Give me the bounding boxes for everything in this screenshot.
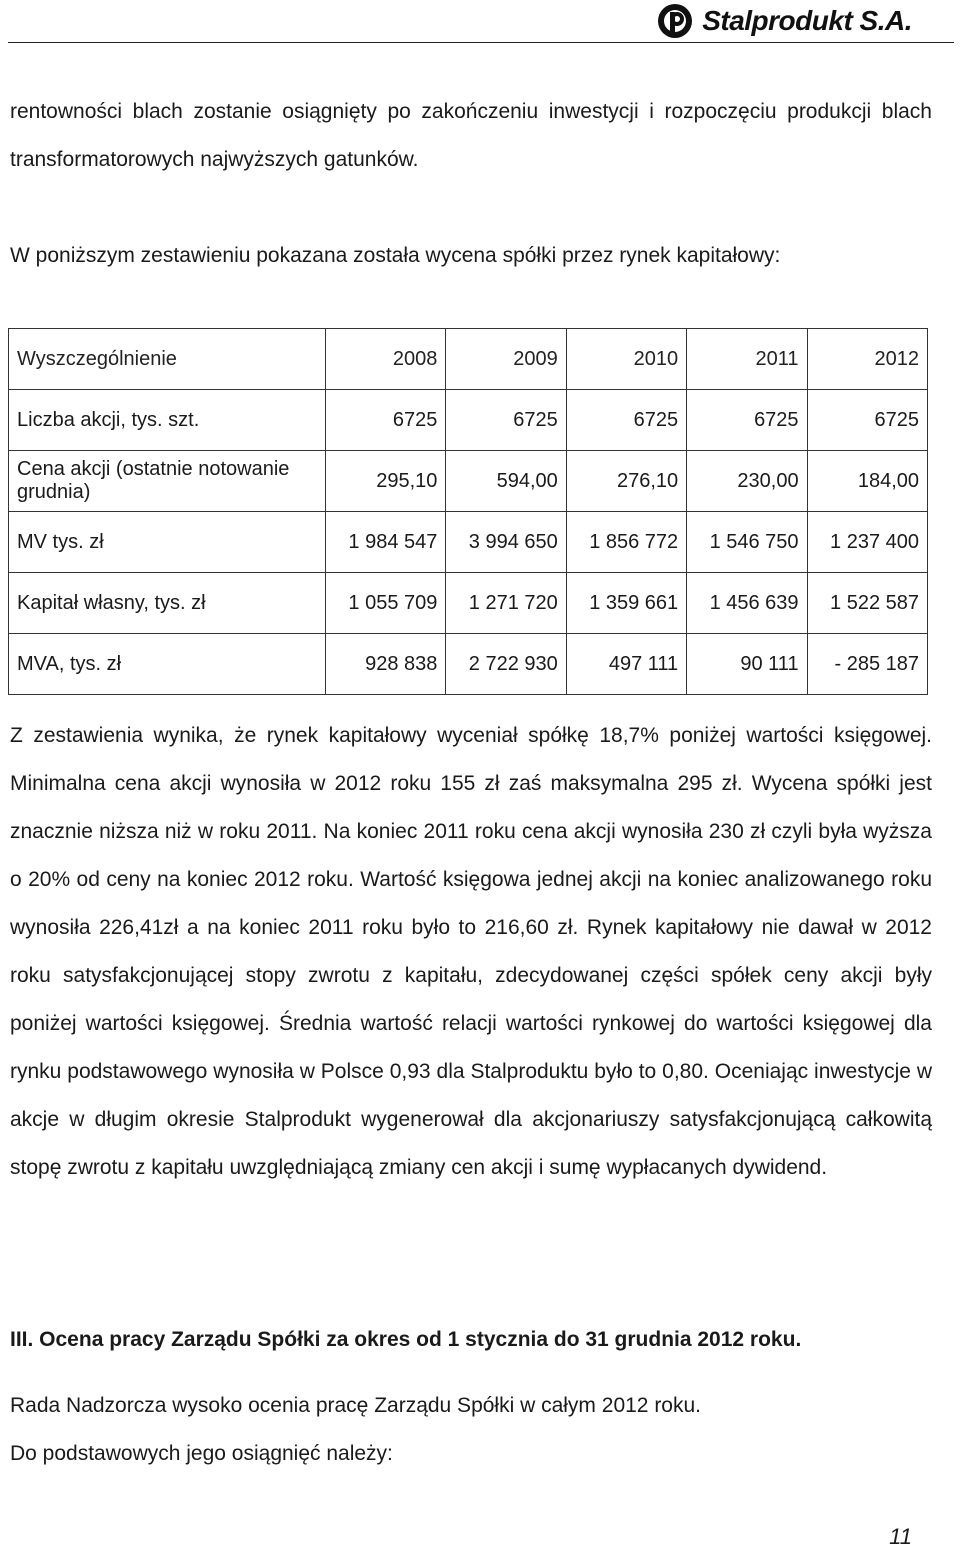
table-header-cell: 2010 xyxy=(566,329,686,390)
table-row xyxy=(9,390,928,451)
table-cell: 1 856 772 xyxy=(566,512,686,573)
page-number: 11 xyxy=(889,1524,912,1549)
table-cell: 1 522 587 xyxy=(807,573,927,634)
company-name: Stalprodukt S.A. xyxy=(702,5,912,36)
table-header-cell: 2012 xyxy=(807,329,927,390)
table-row xyxy=(9,451,928,512)
table-header-cell: 2011 xyxy=(687,329,807,390)
table-cell: 6725 xyxy=(326,390,446,451)
table-cell: 230,00 xyxy=(687,451,807,512)
analysis-paragraph: Z zestawienia wynika, że rynek kapitałowy wyceniał spółkę 18,7% poniżej wartości księgowej. Minimalna cena akcji wynosiła w 2012 roku 155 zł zaś maksymalna 295 zł. Wycena spółki jest znacznie niższa niż w roku 2011. Na koniec 2011 roku cena akcji wynosiła 230 zł czyli była wyższa o 20% od ceny na koniec 2012 roku. Wartość księgowa jednej akcji na koniec analizowanego roku wynosiła 226,41zł a na koniec 2011 roku było to 216,60 zł. Rynek kapitałowy nie dawał w 2012 roku satysfakcjonującej stopy zwrotu z kapitału, zdecydowanej części spółek ceny akcji były poniżej wartości księgowej. Średnia wartość relacji wartości rynkowej do wartości księgowej dla rynku podstawowego wynosiła w Polsce 0,93 dla Stalproduktu było to 0,80. Oceniając inwestycje w akcje w długim okresie Stalprodukt wygenerował dla akcjonariuszy satysfakcjonującą całkowitą stopę zwrotu z kapitału uwzględniającą zmiany cen akcji i sumę wypłacanych dywidend. xyxy=(10,724,932,1179)
table-cell: 6725 xyxy=(807,390,927,451)
table-cell: 6725 xyxy=(566,390,686,451)
table-header-cell: 2009 xyxy=(446,329,566,390)
table-cell: 1 546 750 xyxy=(687,512,807,573)
table-cell: 276,10 xyxy=(566,451,686,512)
table-cell: 928 838 xyxy=(326,634,446,695)
table-cell: 1 237 400 xyxy=(807,512,927,573)
table-intro: W poniższym zestawieniu pokazana została wycena spółki przez rynek kapitałowy: xyxy=(10,244,781,267)
table-header-row xyxy=(9,329,928,390)
section-heading: III. Ocena pracy Zarządu Spółki za okres od 1 stycznia do 31 grudnia 2012 roku. xyxy=(10,1328,802,1351)
table-cell: 594,00 xyxy=(446,451,566,512)
table-cell: 497 111 xyxy=(566,634,686,695)
valuation-table xyxy=(8,328,928,695)
table-row xyxy=(9,634,928,695)
row-label: Kapitał własny, tys. zł xyxy=(9,573,326,634)
table-cell: 1 359 661 xyxy=(566,573,686,634)
table-cell: 6725 xyxy=(687,390,807,451)
table-cell: 6725 xyxy=(446,390,566,451)
rada-paragraph: Do podstawowych jego osiągnięć należy: xyxy=(10,1442,393,1465)
table-cell: - 285 187 xyxy=(807,634,927,695)
table-cell: 1 271 720 xyxy=(446,573,566,634)
table-cell: 1 055 709 xyxy=(326,573,446,634)
table-cell: 1 984 547 xyxy=(326,512,446,573)
stalprodukt-logo-icon xyxy=(656,2,694,40)
row-label: Liczba akcji, tys. szt. xyxy=(9,390,326,451)
rada-block xyxy=(10,1382,932,1478)
table-cell: 184,00 xyxy=(807,451,927,512)
table-cell: 2 722 930 xyxy=(446,634,566,695)
intro-paragraph: rentowności blach zostanie osiągnięty po zakończeniu inwestycji i rozpoczęciu produkcji blach transformatorowych najwyższych gatunków. xyxy=(10,100,932,171)
table-header-cell: 2008 xyxy=(326,329,446,390)
row-label: Cena akcji (ostatnie notowanie grudnia) xyxy=(9,451,326,512)
table-header-cell: Wyszczególnienie xyxy=(9,329,326,390)
company-logo xyxy=(656,0,912,42)
table-cell: 1 456 639 xyxy=(687,573,807,634)
table-cell: 3 994 650 xyxy=(446,512,566,573)
table-cell: 295,10 xyxy=(326,451,446,512)
table-cell: 90 111 xyxy=(687,634,807,695)
rada-paragraph: Rada Nadzorcza wysoko ocenia pracę Zarządu Spółki w całym 2012 roku. xyxy=(10,1394,702,1417)
table-row xyxy=(9,512,928,573)
row-label: MV tys. zł xyxy=(9,512,326,573)
table-row xyxy=(9,573,928,634)
header-divider xyxy=(8,42,954,43)
row-label: MVA, tys. zł xyxy=(9,634,326,695)
